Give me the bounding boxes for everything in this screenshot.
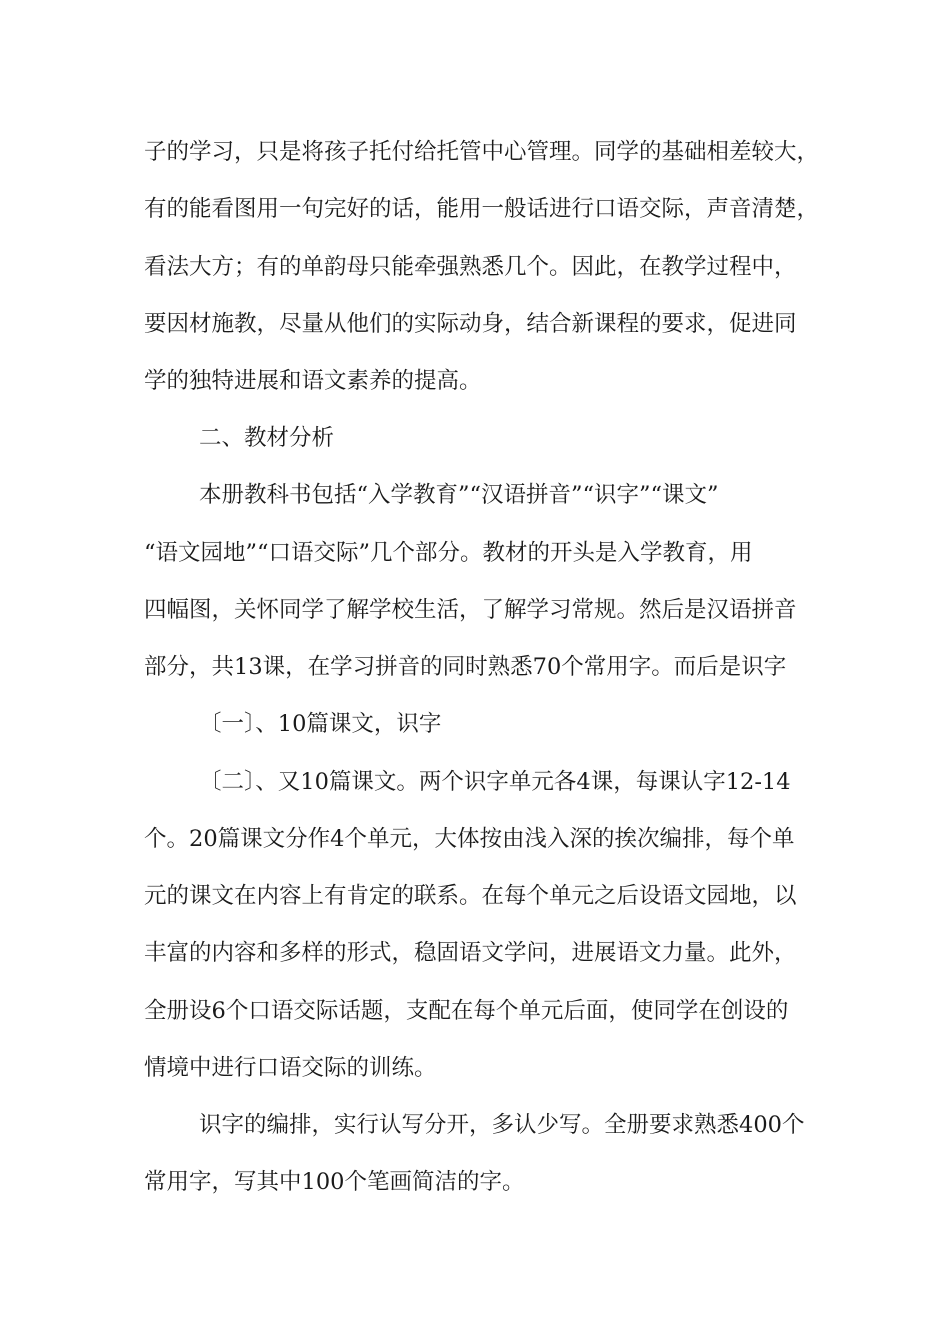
- paragraph-line: 部分，共13课，在学习拼音的同时熟悉70个常用字。而后是识字: [144, 654, 787, 680]
- paragraph-line: 学的独特进展和语文素养的提高。: [144, 368, 482, 394]
- paragraph-line: 个。20篇课文分作4个单元，大体按由浅入深的挨次编排，每个单: [144, 826, 795, 852]
- paragraph-line: 情境中进行口语交际的训练。: [144, 1055, 437, 1081]
- paragraph-line: 有的能看图用一句完好的话，能用一般话进行口语交际，声音清楚，: [144, 196, 820, 222]
- paragraph-line: 〔一〕、10篇课文，识字: [199, 711, 442, 737]
- paragraph-line: 本册教科书包括“入学教育”“汉语拼音”“识字”“课文”: [199, 482, 719, 508]
- paragraph-line: 〔二〕、又10篇课文。两个识字单元各4课，每课认字12-14: [199, 769, 791, 795]
- paragraph-line: 元的课文在内容上有肯定的联系。在每个单元之后设语文园地，以: [144, 883, 797, 909]
- paragraph-line: 全册设6个口语交际话题，支配在每个单元后面，使同学在创设的: [144, 998, 789, 1024]
- paragraph-line: “语文园地”“口语交际”几个部分。教材的开头是入学教育，用: [144, 540, 753, 566]
- paragraph-line: 要因材施教，尽量从他们的实际动身，结合新课程的要求，促进同: [144, 311, 797, 337]
- paragraph-line: 丰富的内容和多样的形式，稳固语文学问，进展语文力量。此外，: [144, 940, 797, 966]
- paragraph-line: 常用字，写其中100个笔画简洁的字。: [144, 1169, 525, 1195]
- paragraph-line: 看法大方；有的单韵母只能牵强熟悉几个。因此，在教学过程中，: [144, 254, 797, 280]
- paragraph-line: 子的学习，只是将孩子托付给托管中心管理。同学的基础相差较大，: [144, 139, 820, 165]
- section-heading: 二、教材分析: [199, 425, 335, 451]
- paragraph-line: 四幅图，关怀同学了解学校生活，了解学习常规。然后是汉语拼音: [144, 597, 797, 623]
- paragraph-line: 识字的编排，实行认写分开，多认少写。全册要求熟悉400个: [199, 1112, 805, 1138]
